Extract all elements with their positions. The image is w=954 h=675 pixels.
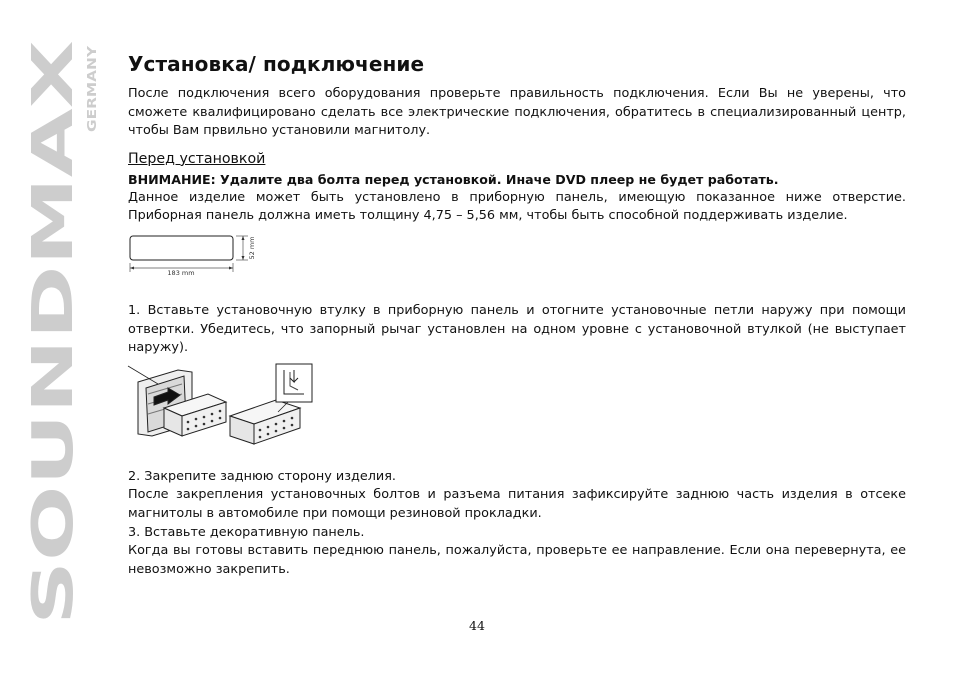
step-3-title: 3. Вставьте декоративную панель. xyxy=(128,524,365,540)
height-label: 52 mm xyxy=(248,236,256,260)
page-content xyxy=(128,52,906,579)
warning-text: ВНИМАНИЕ: Удалите два болта перед установкой. Иначе DVD плеер не будет работать. xyxy=(128,171,779,187)
before-paragraph: Данное изделие может быть установлено в приборную панель, имеющую показанное ниже отверстие. Приборная панель должна иметь толщину 4,75 – 5,56 мм, чтобы быть способной поддерживать изделие. xyxy=(128,189,906,224)
step-1-text: 1. Вставьте установочную втулку в приборную панель и отогните установочные петли наружу при помощи отвертки. Убедитесь, что запорный рычаг установлен на одном уровне с установочной втулкой (не выступает наружу). xyxy=(128,302,906,356)
dashboard-sleeve-drawing xyxy=(128,366,226,436)
step-3-text: Когда вы готовы вставить переднюю панель, пожалуйста, проверьте ее направление. Если она перевернута, ее невозможно закрепить. xyxy=(128,543,906,577)
brand-name: SOUNDMAX xyxy=(21,255,86,625)
page-number: 44 xyxy=(469,618,485,633)
intro-paragraph: После подключения всего оборудования проверьте правильность подключения. Если Вы не уверены, что сможете квалифицировано сделать все электрические подключения, обратитесь в специализированный центр, чтобы Вам првильно установили магнитолу. xyxy=(128,86,906,139)
step-2-text: После закрепления установочных болтов и разъема питания зафиксируйте заднюю часть изделия в отсеке магнитолы в автомобиле при помощи резиновой прокладки. xyxy=(128,487,906,521)
brand-sub: GERMANY xyxy=(85,64,99,132)
installation-illustration xyxy=(128,364,906,448)
brand-logo xyxy=(21,40,102,625)
step-2-title: 2. Закрепите заднюю сторону изделия. xyxy=(128,468,396,484)
section-heading: Перед установкой xyxy=(128,150,266,167)
panel-cutout-diagram xyxy=(128,232,906,282)
page-title: Установка/ подключение xyxy=(128,52,425,76)
width-label: 183 mm xyxy=(167,268,195,277)
sleeve-tab-detail-drawing xyxy=(230,364,312,444)
